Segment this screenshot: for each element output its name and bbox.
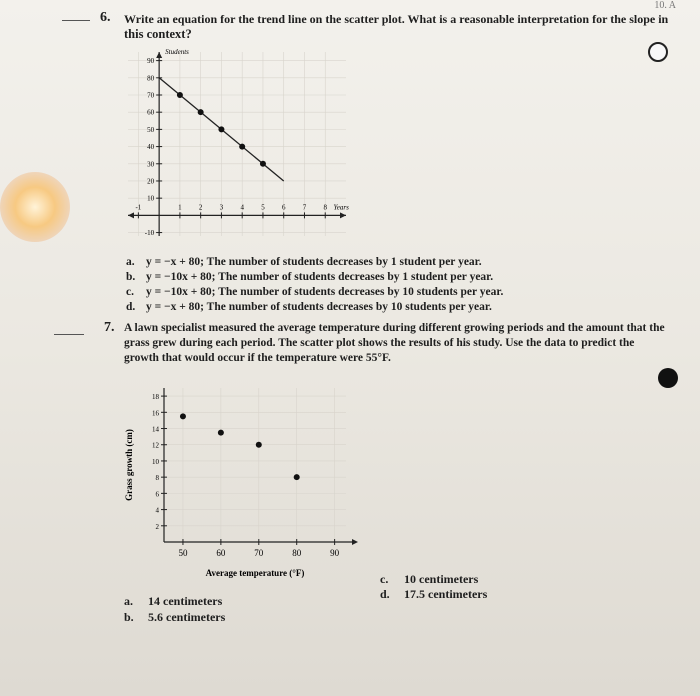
x-axis-title: Average temperature (°F) <box>205 568 305 578</box>
answer-blank-q7 <box>54 334 84 335</box>
students-scatter-plot <box>110 40 360 250</box>
data-point <box>218 430 224 436</box>
y-tick-label: 30 <box>147 160 155 169</box>
q7-choice-d-text: 17.5 centimeters <box>404 587 488 601</box>
q6-choice-b[interactable] <box>126 271 493 283</box>
grass-growth-scatter-plot <box>118 380 358 590</box>
answer-blank-q6 <box>62 20 90 21</box>
y-tick-label: -10 <box>144 229 155 238</box>
q7-choice-c-text: 10 centimeters <box>404 572 479 586</box>
x-tick-label: 5 <box>261 203 265 212</box>
x-tick-label: 80 <box>292 548 302 558</box>
y-tick-label: 70 <box>147 91 155 100</box>
binder-hole-icon <box>648 42 668 62</box>
x-tick-label: 1 <box>178 203 182 212</box>
q6-number: 6. <box>100 10 111 25</box>
corner-mark: 10. A <box>654 0 676 11</box>
q7-choice-b-text: 5.6 centimeters <box>148 610 226 624</box>
q6-choice-a-text: y = −x + 80; The number of students decreases by 1 student per year. <box>146 256 482 268</box>
x-tick-label: 4 <box>240 203 244 212</box>
q6-choice-a[interactable] <box>126 256 482 268</box>
x-tick-label: 70 <box>254 548 264 558</box>
y-tick-label: 50 <box>147 125 155 134</box>
q6-choice-c[interactable] <box>126 286 503 298</box>
x-tick-label: 6 <box>281 203 286 212</box>
data-point <box>180 413 186 419</box>
y-tick-label: 12 <box>152 441 159 450</box>
y-tick-label: 18 <box>152 393 159 402</box>
x-tick-label: 7 <box>302 203 307 212</box>
x-tick-label: 90 <box>330 548 340 558</box>
q7-prompt-line3: growth that would occur if the temperature were 55°F. <box>124 352 391 364</box>
q6-prompt <box>124 12 669 42</box>
y-axis-title: Grass growth (cm) <box>124 429 134 501</box>
q7-number: 7. <box>104 320 115 335</box>
q6-choice-b-text: y = −10x + 80; The number of students decreases by 1 student per year. <box>146 271 494 283</box>
data-point <box>198 109 204 115</box>
y-tick-label: 20 <box>147 177 155 186</box>
y-tick-label: 10 <box>152 457 159 466</box>
x-tick-label: -1 <box>135 203 142 212</box>
q6-choice-d-letter: d. <box>126 301 136 313</box>
binder-hole-icon <box>658 368 678 388</box>
y-tick-label: 16 <box>152 409 159 418</box>
q7-choice-b[interactable] <box>124 610 225 625</box>
y-tick-label: 40 <box>147 143 155 152</box>
x-axis-arrow-icon <box>352 539 358 545</box>
q7-choice-a-letter: a. <box>124 594 133 608</box>
data-point <box>177 92 183 98</box>
data-point <box>294 474 300 480</box>
q6-prompt-line2: this context? <box>124 27 192 41</box>
y-tick-label: 2 <box>155 522 159 531</box>
q6-choice-d-text: y = −x + 80; The number of students decreases by 10 students per year. <box>146 301 492 313</box>
data-point <box>218 126 224 132</box>
q7-prompt <box>124 321 664 366</box>
x-tick-label: 3 <box>219 203 224 212</box>
y-tick-label: 10 <box>147 194 155 203</box>
x-tick-label: 8 <box>323 203 327 212</box>
data-point <box>260 161 266 167</box>
q7-choice-a-text: 14 centimeters <box>148 594 223 608</box>
q7-choice-d-letter: d. <box>380 587 390 601</box>
y-tick-label: 80 <box>147 74 155 83</box>
x-tick-label: 60 <box>216 548 226 558</box>
flash-glare <box>0 172 70 242</box>
q6-prompt-line1: Write an equation for the trend line on the scatter plot. What is a reasonable interpretation for the slope in <box>124 12 669 26</box>
y-tick-label: 6 <box>155 490 159 499</box>
x-axis-arrow-icon <box>340 212 346 218</box>
y-tick-label: 8 <box>155 474 159 483</box>
x-axis-arrow-icon <box>128 212 134 218</box>
q7-choice-b-letter: b. <box>124 610 134 624</box>
x-tick-label: 50 <box>178 548 188 558</box>
q7-choice-d[interactable] <box>380 587 487 602</box>
q7-choice-c-letter: c. <box>380 572 389 586</box>
data-point <box>239 144 245 150</box>
q7-prompt-line2: grass grew during each period. The scatter plot shows the results of his study. Use the data to predict the <box>124 337 635 349</box>
q6-choice-b-letter: b. <box>126 271 136 283</box>
q6-choice-a-letter: a. <box>126 256 135 268</box>
q6-choice-c-text: y = −10x + 80; The number of students decreases by 10 students per year. <box>146 286 504 298</box>
x-axis-title: Years <box>333 203 349 212</box>
data-point <box>256 442 262 448</box>
q7-prompt-line1: A lawn specialist measured the average temperature during different growing periods and the amount that the <box>124 322 665 334</box>
y-axis-title: Students <box>165 48 189 56</box>
q6-choice-d[interactable] <box>126 301 492 313</box>
y-tick-label: 90 <box>147 57 155 66</box>
x-tick-label: 2 <box>198 203 203 212</box>
q7-choice-c[interactable] <box>380 572 478 587</box>
q6-choice-c-letter: c. <box>126 286 134 298</box>
y-tick-label: 4 <box>155 506 159 515</box>
y-tick-label: 60 <box>147 108 155 117</box>
y-tick-label: 14 <box>152 425 159 434</box>
q7-choice-a[interactable] <box>124 594 222 609</box>
y-axis-arrow-icon <box>156 52 162 58</box>
